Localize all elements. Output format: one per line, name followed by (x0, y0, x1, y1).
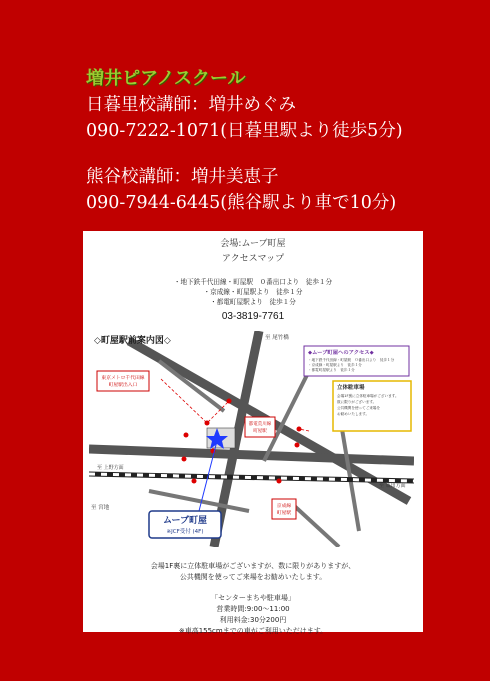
parking-line: 公共機関を使ってご来場を (337, 406, 381, 410)
venue-phone: 03-3819-7761 (221, 311, 285, 322)
venue-name: 会場:ムーブ町屋 (220, 239, 286, 249)
access-box-title: ◆ムーブ町屋へのアクセス◆ (308, 350, 374, 356)
nippori-contact: 090-7222-1071(日暮里駅より徒歩5分) (86, 121, 403, 141)
parking-box (333, 381, 411, 431)
school-header (86, 64, 403, 216)
parking-line: 数に限りがございます。 (337, 400, 377, 404)
parking-line: お勧めいたします。 (337, 412, 370, 416)
venue-heading (83, 237, 423, 267)
note-line: 公共機関を使ってご来場をお勧めいたします。 (179, 573, 327, 581)
access-list (83, 277, 423, 307)
access-box-line: ・地下鉄千代田線・町屋駅 ０番出口より 徒歩１分 (308, 358, 395, 362)
note-line: 「センターまちや駐車場」 (211, 594, 295, 602)
toden-line1: 都電荒川線 (248, 422, 272, 427)
map-title: ◇町屋駅前案内図◇ (94, 336, 171, 346)
move-label-box (149, 511, 221, 538)
keisei-line1: 京成線 (276, 504, 292, 509)
access-item: ・地下鉄千代田線・町屋駅 ０番出口より 徒歩１分 (173, 278, 333, 286)
note-line: 営業時間:9:00～11:00 (216, 605, 290, 613)
toden-line2: 町屋駅 (253, 429, 267, 434)
kumagaya-teacher: 熊谷校講師：増井美恵子 (86, 167, 279, 187)
toden-box (245, 417, 275, 437)
nippori-teacher: 日暮里校講師：増井めぐみ (86, 95, 296, 115)
tokyo-metro-line2: 町屋駅出入口 (108, 383, 138, 388)
south-label: 至 宮地 (91, 505, 110, 511)
access-map-title: アクセスマップ (221, 254, 285, 264)
keisei-line2: 町屋駅 (276, 511, 292, 516)
west-label: 至 上野方面 (97, 465, 124, 471)
note-line: 利用料金:30分200円 (219, 616, 287, 624)
east-label: 至 成田方面 (379, 483, 406, 489)
venue-panel (83, 231, 423, 635)
note-line: ※車高155cmまでの車がご利用いただけます。 (178, 627, 328, 635)
parking-notes (83, 561, 423, 637)
access-box-line: ・京成線・町屋駅より 徒歩１分 (308, 363, 362, 367)
access-item: ・都電町屋駅より 徒歩１分 (210, 298, 296, 306)
tokyo-metro-line1: 東京メトロ千代田線 (101, 376, 145, 381)
north-label: 至 尾竹橋 (265, 335, 289, 341)
access-box-line: ・都電町屋駅より 徒歩１分 (308, 368, 355, 372)
kumagaya-contact: 090-7944-6445(熊谷駅より車で10分) (86, 193, 397, 213)
station-map (89, 331, 414, 547)
tokyo-metro-box (97, 371, 149, 391)
access-item: ・京成線・町屋駅より 徒歩１分 (203, 288, 303, 296)
move-sub: ※JCF受付 (4F) (166, 529, 204, 535)
keisei-box (272, 499, 296, 519)
move-name: ムーブ町屋 (162, 516, 208, 526)
access-info-box (304, 346, 409, 376)
parking-title: 立体駐車場 (337, 385, 365, 391)
school-name: 増井ピアノスクール (86, 68, 246, 89)
note-line: 会場1F裏に立体駐車場がございますが、数に限りがありますが、 (150, 562, 356, 570)
move-building (206, 428, 235, 449)
parking-line: 会場1F裏に立体駐車場がございます。 (337, 394, 399, 398)
